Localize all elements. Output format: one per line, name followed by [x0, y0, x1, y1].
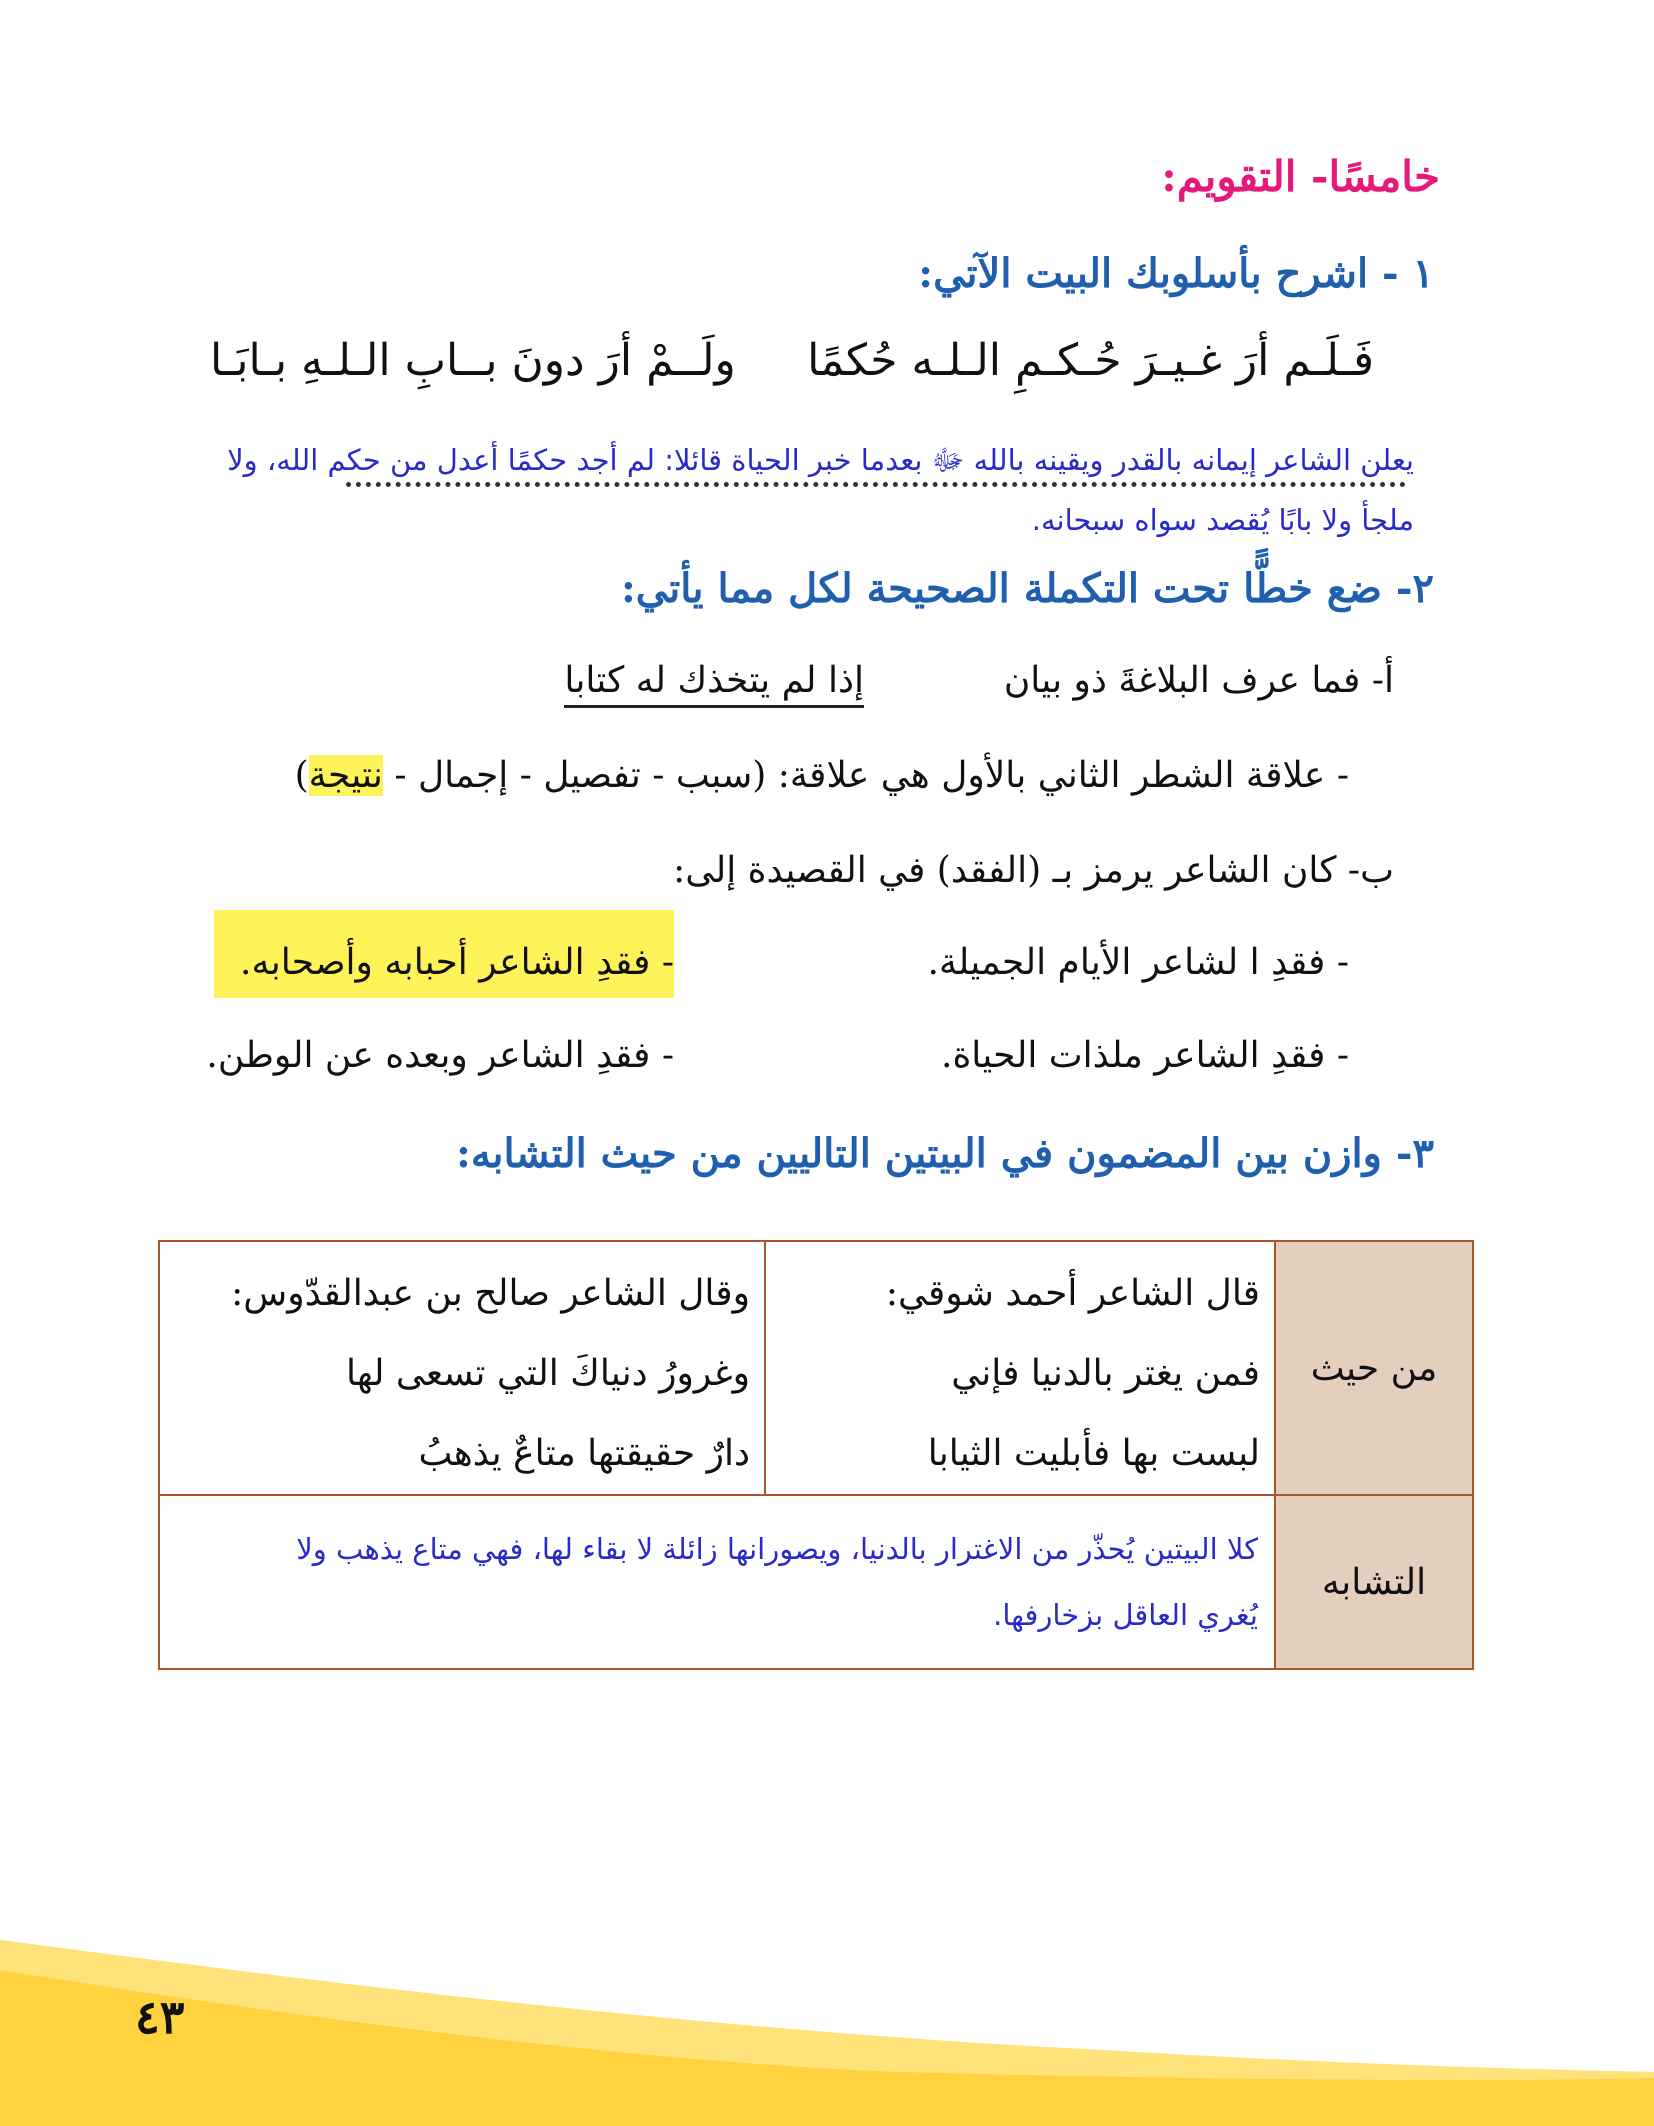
- decorative-wave: [0, 1860, 1654, 2126]
- verse-second-hemistich: ولَــمْ أرَ دونَ بــابِ الـلـهِ بـابَـا: [210, 335, 736, 386]
- option-2-correct: - فقدِ الشاعر أحبابه وأصحابه.: [240, 942, 674, 983]
- option-1: - فقدِ ا لشاعر الأيام الجميلة.: [927, 942, 1349, 983]
- ibn-abdulquddus-line-1: وغرورُ دنياكَ التي تسعى لها: [345, 1353, 750, 1394]
- row-header-similarity: التشابه: [1275, 1495, 1473, 1669]
- row-header-from-aspect: من حيث: [1275, 1241, 1473, 1495]
- similarity-line-2: يُغري العاقل بزخارفها.: [993, 1598, 1258, 1632]
- question-3-heading: ٣- وازن بين المضمون في البيتين التاليين من حيث التشابه:: [456, 1130, 1434, 1177]
- comparison-table: [158, 1240, 1474, 1670]
- option-3: - فقدِ الشاعر ملذات الحياة.: [941, 1035, 1349, 1076]
- relation-highlighted-answer: نتيجة: [308, 755, 383, 796]
- section-title: خامسًا- التقويم:: [1161, 152, 1440, 201]
- table-row: [159, 1241, 1473, 1495]
- relation-options: - علاقة الشطر الثاني بالأول هي علاقة: (سبب - تفصيل - إجمال -: [382, 755, 1349, 796]
- similarity-answer-cell: [159, 1495, 1275, 1669]
- question-1-heading: ١ - اشرح بأسلوبك البيت الآتي:: [918, 250, 1434, 297]
- ibn-abdulquddus-cell: [159, 1241, 765, 1495]
- shawqi-cell: [765, 1241, 1275, 1495]
- dotted-answer-line: [346, 482, 1406, 487]
- relation-question: [295, 755, 1349, 796]
- relation-close-paren: ): [294, 755, 309, 796]
- table-row: [159, 1495, 1473, 1669]
- question-2b: ب- كان الشاعر يرمز بـ (الفقد) في القصيدة إلى:: [673, 850, 1394, 891]
- similarity-line-1: كلا البيتين يُحذّر من الاغترار بالدنيا، ويصورانها زائلة لا بقاء لها، فهي متاع يذهب ولا: [296, 1532, 1258, 1566]
- answer-1-line-2: ملجأ ولا بابًا يُقصد سواه سبحانه.: [1031, 503, 1414, 537]
- option-4: - فقدِ الشاعر وبعده عن الوطن.: [206, 1035, 674, 1076]
- answer-1-line-1: يعلن الشاعر إيمانه بالقدر ويقينه بالله ﷻ بعدما خبر الحياة قائلا: لم أجد حكمًا أعدل من حكم الله، ولا: [227, 443, 1414, 477]
- question-2a-underlined-hemistich: [564, 660, 864, 701]
- ibn-abdulquddus-intro: وقال الشاعر صالح بن عبدالقدّوس:: [231, 1273, 750, 1314]
- shawqi-line-1: فمن يغتر بالدنيا فإني: [951, 1353, 1260, 1394]
- verse-first-hemistich: فَـلَـم أرَ غـيـرَ حُـكـمِ الـلـه حُكمًا: [807, 335, 1374, 386]
- underlined-answer: إذا لم يتخذك له كتابا: [564, 660, 864, 708]
- shawqi-line-2: لبست بها فأبليت الثيابا: [927, 1433, 1260, 1474]
- page-number: ٤٣: [135, 1990, 185, 2044]
- question-2-heading: ٢- ضع خطًّا تحت التكملة الصحيحة لكل مما يأتي:: [621, 565, 1434, 612]
- ibn-abdulquddus-line-2: دارٌ حقيقتها متاعٌ يذهبُ: [418, 1433, 750, 1474]
- question-2a-verse: أ- فما عرف البلاغةَ ذو بيان: [1003, 660, 1394, 701]
- shawqi-intro: قال الشاعر أحمد شوقي:: [885, 1273, 1260, 1314]
